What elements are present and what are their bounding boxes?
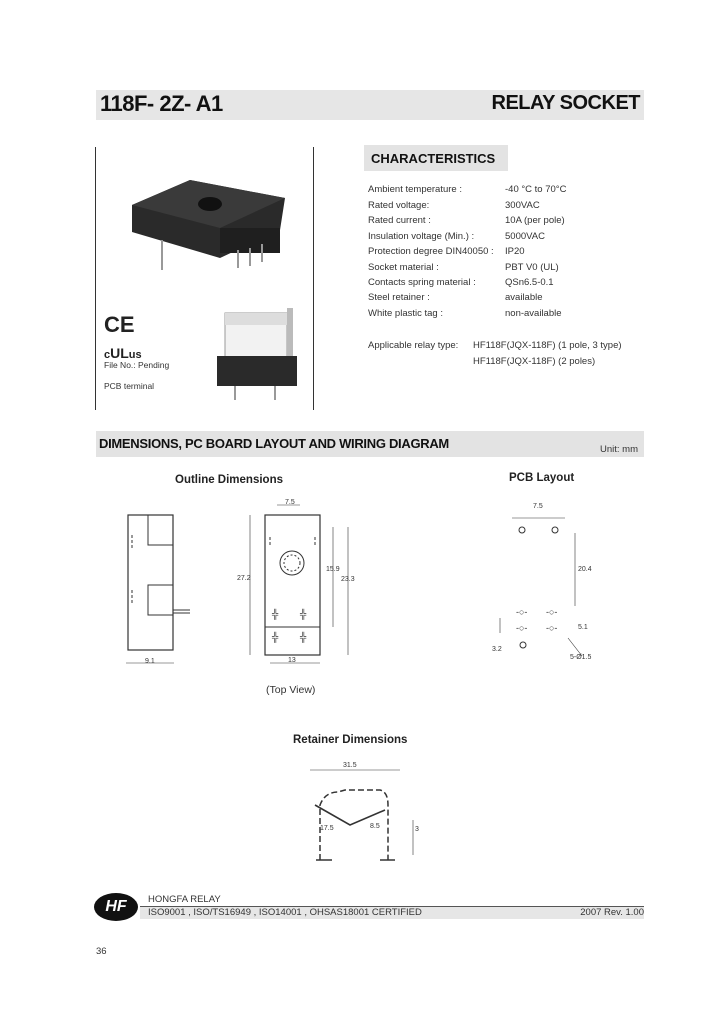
pcb-layout-diagram [490,498,600,668]
retainer-diagram [300,760,430,870]
retainer-title: Retainer Dimensions [293,734,408,746]
svg-text:╬: ╬ [300,609,307,619]
panel-divider-right [313,147,314,410]
applicable-relay: HF118F(JQX-118F) (2 poles) [473,356,596,367]
dim-top-width: 7.5 [285,499,295,506]
pcb-dim-top: 7.5 [533,503,543,510]
spec-label: White plastic tag : [368,308,443,319]
part-number: 118F- 2Z- A1 [100,91,223,116]
pcb-dim-low: 5.1 [578,624,588,631]
spec-label: Rated current : [368,215,431,226]
outline-title: Outline Dimensions [175,474,283,486]
file-no: File No.: Pending [104,360,170,370]
unit-label: Unit: mm [600,444,638,455]
spec-value: non-available [505,308,562,319]
ce-mark-icon: CE [104,312,135,337]
spec-value: PBT V0 (UL) [505,262,559,273]
spec-label: Insulation voltage (Min.) : [368,231,475,242]
svg-text:-○-: -○- [516,623,528,633]
revision: 2007 Rev. 1.00 [580,907,644,918]
retainer-dim-width: 31.5 [343,762,357,769]
panel-divider-left [95,147,96,410]
page-number: 36 [96,946,107,957]
dim-inner1: 15.9 [326,566,340,573]
spec-value: 300VAC [505,200,540,211]
pcb-dim-left: 3.2 [492,646,502,653]
spec-label: Rated voltage: [368,200,430,211]
applicable-relay: HF118F(JQX-118F) (1 pole, 3 type) [473,340,622,351]
spec-label: Ambient temperature : [368,184,462,195]
dim-bottom: 13 [288,657,296,664]
retainer-dim-h2: 8.5 [370,823,380,830]
characteristics-title: CHARACTERISTICS [371,151,496,166]
pcb-dim-mid: 20.4 [578,566,592,573]
top-view-label: (Top View) [266,684,316,696]
dim-inner2: 23.3 [341,576,355,583]
spec-value: QSn6.5-0.1 [505,277,554,288]
outline-top-view [230,497,360,672]
socket-photo [120,170,290,275]
spec-value: IP20 [505,246,525,257]
spec-value: -40 °C to 70°C [505,184,567,195]
svg-text:╬: ╬ [272,609,279,619]
company-name: HONGFA RELAY [148,894,221,905]
applicable-label: Applicable relay type: [368,340,459,351]
dimensions-title: DIMENSIONS, PC BOARD LAYOUT AND WIRING DIAGRAM [99,436,449,451]
terminal-note: PCB terminal [104,381,155,391]
svg-text:-○-: -○- [516,607,528,617]
svg-text:-○-: -○- [546,607,558,617]
spec-value: available [505,292,543,303]
spec-label: Steel retainer : [368,292,430,303]
pcb-title: PCB Layout [509,472,575,484]
svg-text:╬: ╬ [300,632,307,642]
spec-label: Socket material : [368,262,439,273]
svg-text:╬: ╬ [272,632,279,642]
dim-side-width: 9.1 [145,658,155,665]
spec-value: 5000VAC [505,231,545,242]
certifications: ISO9001 , ISO/TS16949 , ISO14001 , OHSAS18001 CERTIFIED [148,907,422,918]
retainer-dim-h3: 3 [415,826,419,833]
hongfa-logo-icon: HF [94,893,138,921]
relay-socket-photo [205,298,305,406]
spec-label: Protection degree DIN40050 : [368,246,494,257]
doc-type: RELAY SOCKET [491,92,640,114]
svg-text:-○-: -○- [546,623,558,633]
ul-mark-icon: cULus [104,345,142,361]
retainer-dim-h1: 17.5 [320,825,334,832]
pcb-dim-hole: 5-Ø1.5 [570,654,592,661]
dim-height: 27.2 [237,575,251,582]
spec-label: Contacts spring material : [368,277,476,288]
outline-side-view [118,505,198,670]
spec-value: 10A (per pole) [505,215,565,226]
